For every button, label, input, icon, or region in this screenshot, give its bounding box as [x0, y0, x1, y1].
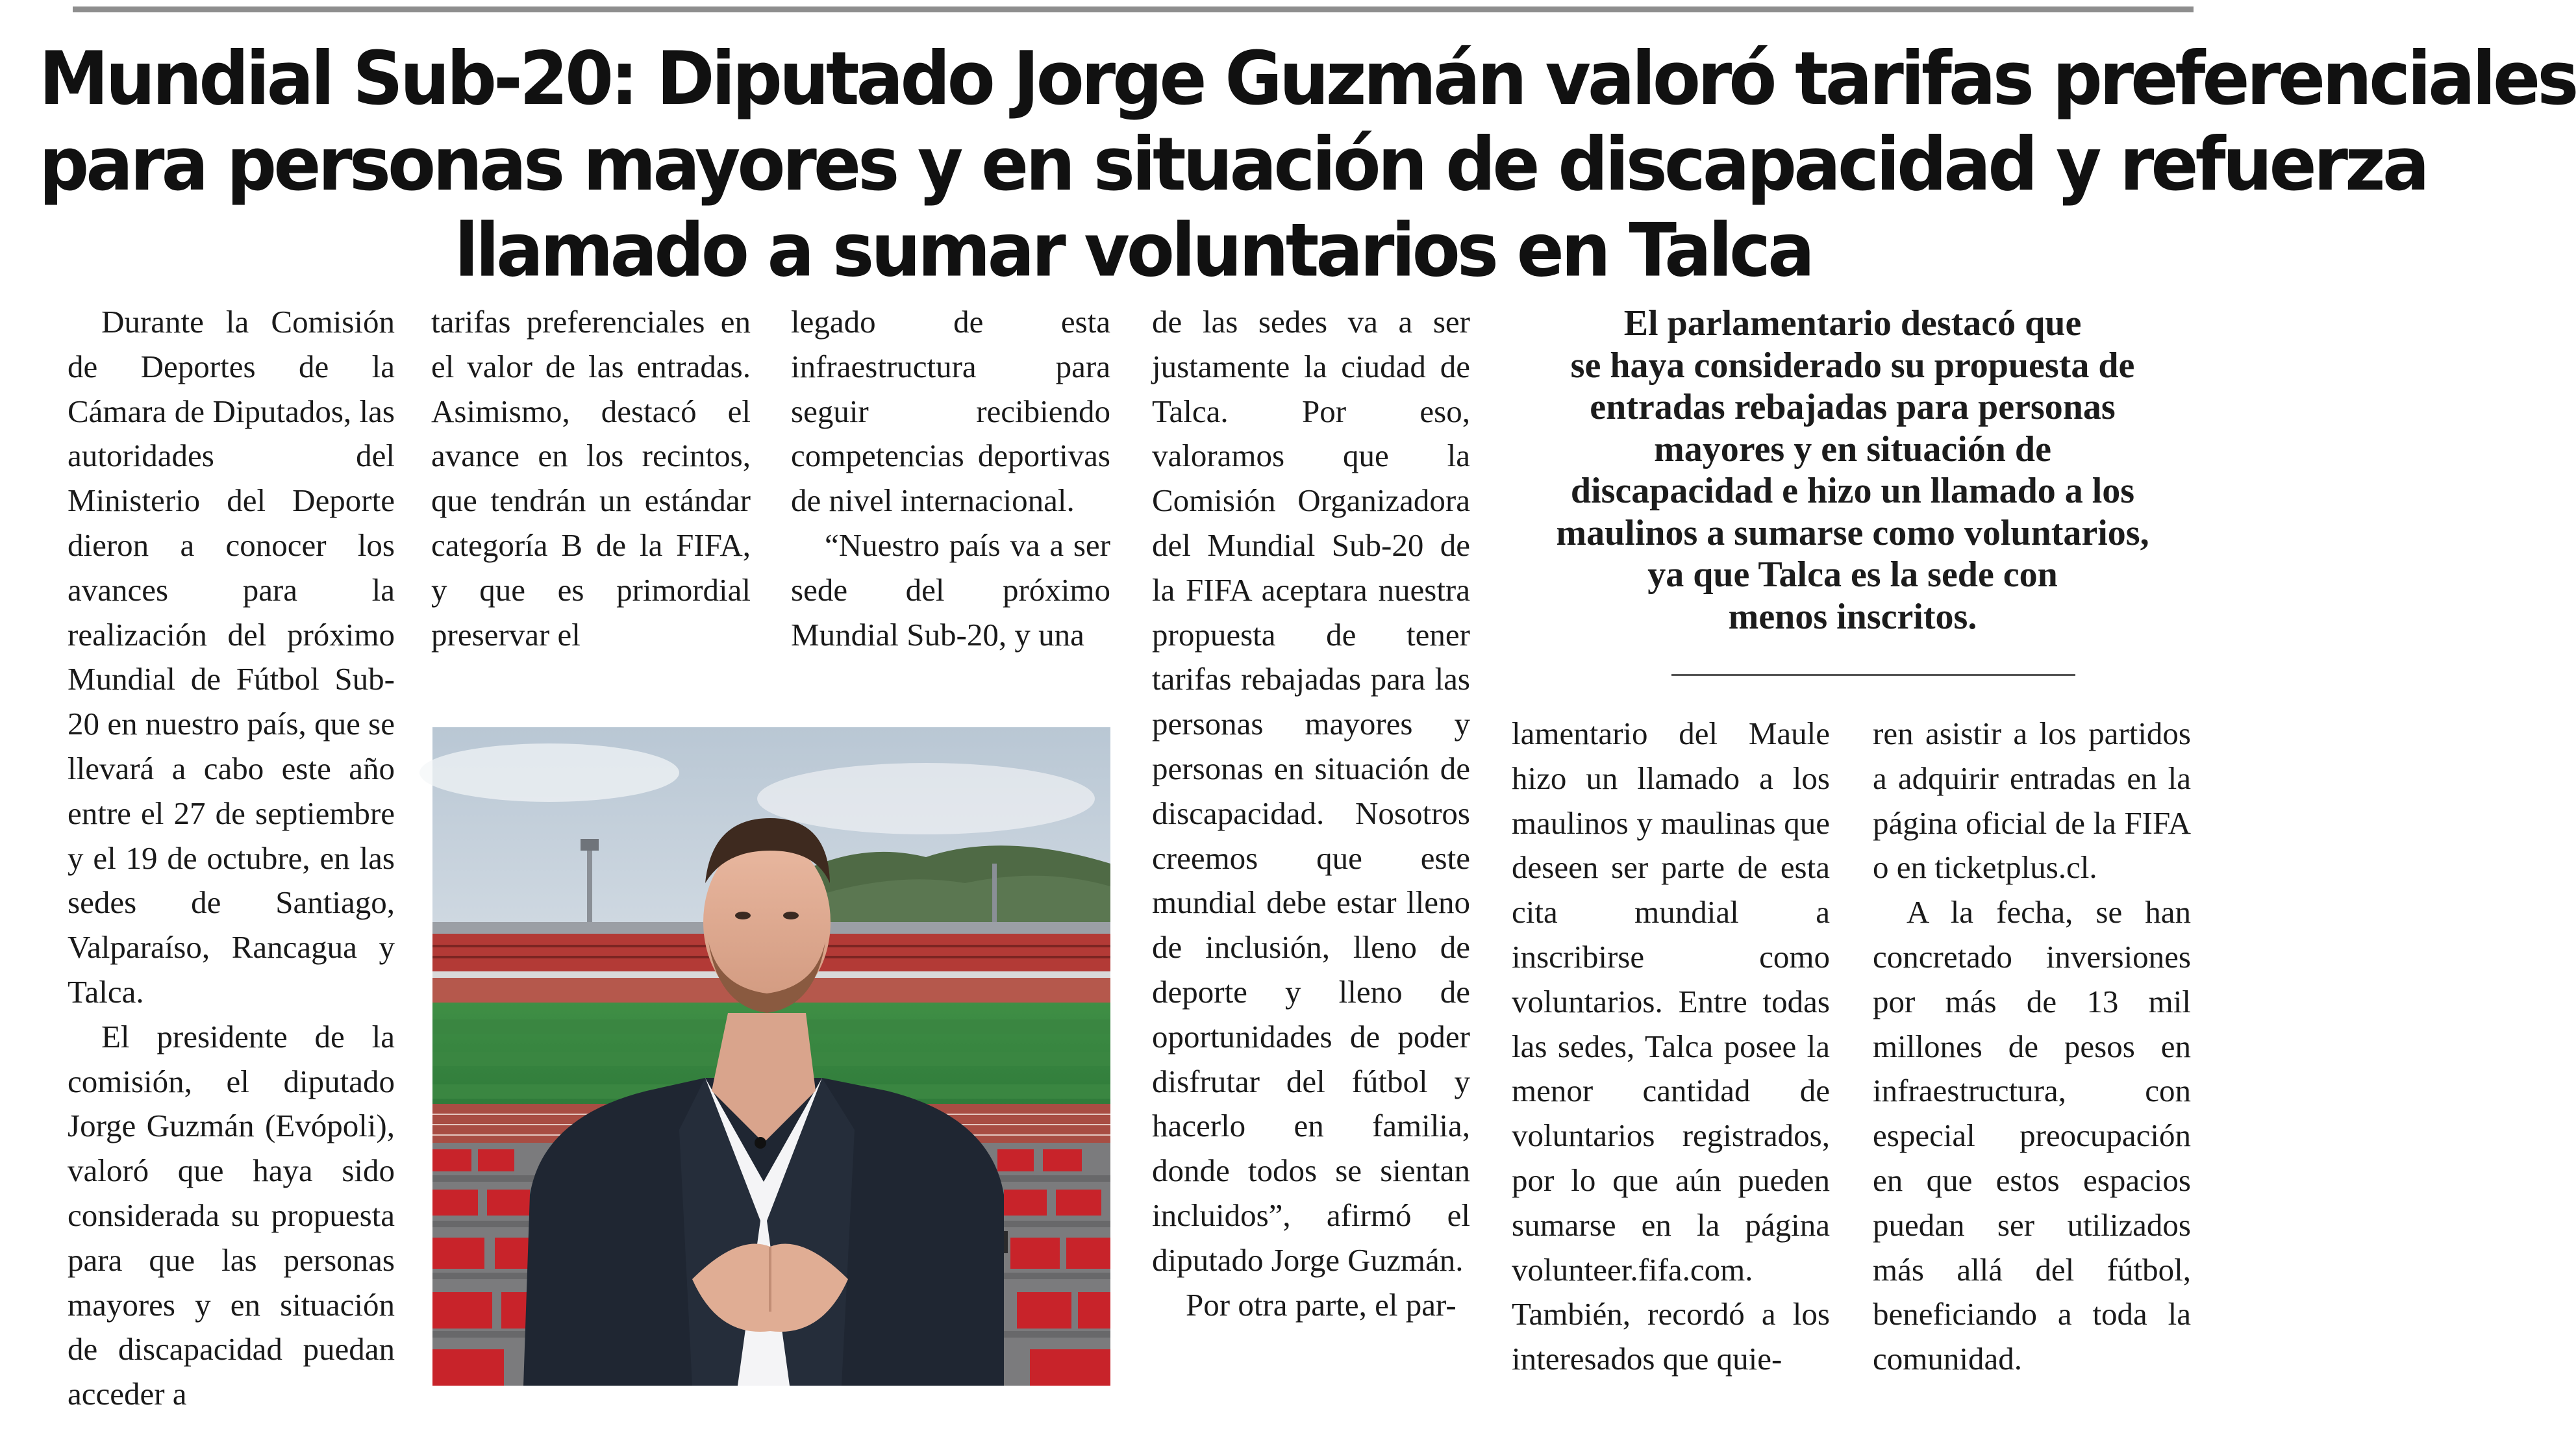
pull-quote-line: mayores y en situación de — [1654, 429, 2051, 469]
headline-line-2: para personas mayores y en situación de discapacidad y refuerza — [39, 122, 2427, 208]
stadium-portrait-photo — [432, 727, 1110, 1386]
article-column-2 — [431, 300, 751, 657]
article-column-3 — [791, 300, 1110, 657]
pull-quote-line: entradas rebajadas para personas — [1590, 387, 2116, 427]
pull-quote-line: maulinos a sumarse como voluntarios, — [1556, 512, 2149, 553]
paragraph: A la fecha, se han concretado inversiones por más de 13 mil millones de pesos en infraestructura, con especial preocupación en que estos espacios puedan ser utilizados más allá del fútbol, beneficiando a toda la comunidad. — [1873, 894, 2191, 1377]
paragraph: “Nuestro país va a ser sede del próximo Mundial Sub-20, y una — [791, 527, 1110, 653]
pull-quote-line: menos inscritos. — [1728, 596, 1977, 637]
article-column-6 — [1873, 712, 2191, 1382]
pull-quote-line: ya que Talca es la sede con — [1647, 555, 2058, 595]
headline — [39, 36, 2576, 294]
paragraph: Por otra parte, el par- — [1186, 1286, 1457, 1323]
article-column-5 — [1512, 712, 1830, 1382]
headline-line-3: llamado a sumar voluntarios en Talca — [455, 208, 1812, 293]
pull-quote-line: El parlamentario destacó que — [1623, 303, 2082, 343]
paragraph: Durante la Comisión de Deportes de la Cámara de Diputados, las autoridades del Ministerio del Deporte dieron a conocer los avances para la realización del próximo Mundial de Fútbol Sub-20 en nuestro país, que se llevará a cabo este año entre el 27 de septiembre y el 19 de octubre, en las sedes de Santiago, Valparaíso, Rancagua y Talca. — [68, 304, 395, 1010]
paragraph: El presidente de la comisión, el diputado Jorge Guzmán (Evópoli), valoró que haya sido considerada su propuesta para que las personas mayores y en situación de discapacidad puedan acceder a — [68, 1018, 395, 1412]
pull-quote-line: se haya considerado su propuesta de — [1570, 345, 2135, 386]
paragraph: de las sedes va a ser justamente la ciudad de Talca. Por eso, valoramos que la Comisión Organizadora del Mundial Sub-20 de la FIFA aceptara nuestra propuesta de tener tarifas rebajadas para las personas mayores y personas en situación de discapacidad. Nosotros creemos que este mundial debe estar lleno de inclusión, lleno de deporte y lleno de oportunidades de poder disfrutar del fútbol y hacerlo en familia, donde todos se sientan incluidos”, afirmó el diputado Jorge Guzmán. — [1152, 304, 1470, 1278]
pull-quote — [1510, 303, 2195, 638]
headline-line-1: Mundial Sub-20: Diputado Jorge Guzmán valoró tarifas preferenciales — [39, 36, 2576, 122]
paragraph: tarifas preferenciales en el valor de las entradas. Asimismo, destacó el avance en los recintos, que tendrán un estándar categoría B de la FIFA, y que es primordial preservar el — [431, 304, 751, 653]
top-rule — [73, 6, 2194, 12]
article-column-4 — [1152, 300, 1470, 1327]
paragraph: legado de esta infraestructura para seguir recibiendo competencias deportivas de nivel internacional. — [791, 304, 1110, 519]
paragraph: lamentario del Maule hizo un llamado a los maulinos y maulinas que deseen ser parte de esta cita mundial a inscribirse como voluntarios. Entre todas las sedes, Talca posee la menor cantidad de voluntarios registrados, por lo que aún pueden sumarse en la página volunteer.fifa.com. También, recordó a los interesados que quie- — [1512, 716, 1830, 1377]
pull-quote-divider — [1671, 674, 2075, 676]
pull-quote-line: discapacidad e hizo un llamado a los — [1570, 471, 2135, 511]
article-column-1 — [68, 300, 395, 1417]
paragraph: ren asistir a los partidos a adquirir entradas en la página oficial de la FIFA o en ticketplus.cl. — [1873, 716, 2191, 886]
